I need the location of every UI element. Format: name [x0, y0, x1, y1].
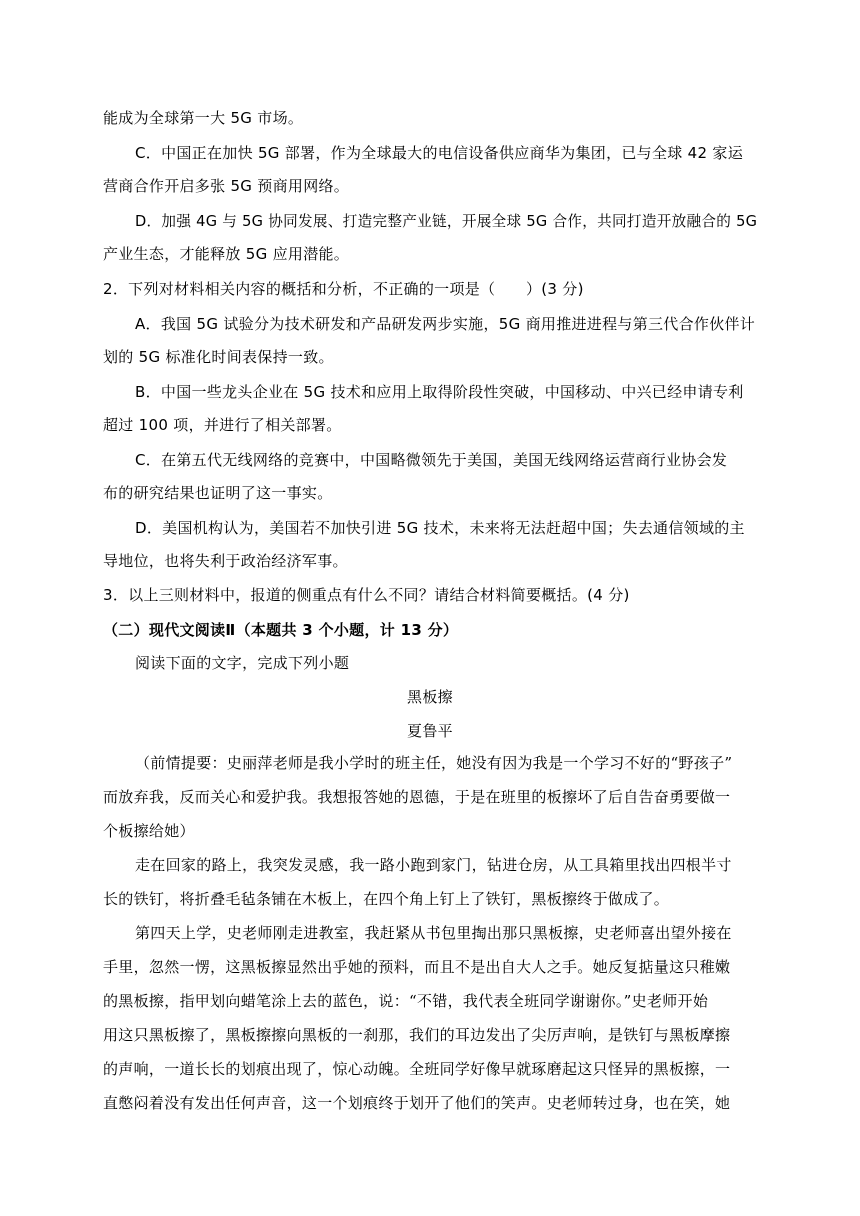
text-line: 能成为全球第一大 5G 市场。	[103, 109, 304, 127]
text-line: 导地位，也将失利于政治经济军事。	[103, 552, 348, 570]
option-c-line: C．中国正在加快 5G 部署，作为全球最大的电信设备供应商华为集团，已与全球 42 家运	[135, 144, 744, 162]
option-a-line: A．我国 5G 试验分为技术研发和产品研发两步实施，5G 商用推进进程与第三代合作伙伴计	[135, 315, 756, 333]
paragraph-line: 走在回家的路上，我突发灵感，我一路小跑到家门，钻进仓房，从工具箱里找出四根半寸	[135, 856, 732, 874]
paragraph-line: 用这只黑板擦了，黑板擦擦向黑板的一刹那，我们的耳边发出了尖厉声响，是铁钉与黑板摩擦	[103, 1026, 731, 1044]
article-author: 夏鲁平	[407, 722, 453, 740]
paragraph-line: 的声响，一道长长的划痕出现了，惊心动魄。全班同学好像早就琢磨起这只怪异的黑板擦，一	[103, 1060, 731, 1078]
text-line: 布的研究结果也证明了这一事实。	[103, 484, 333, 502]
paragraph-line: 第四天上学，史老师刚走进教室，我赶紧从书包里掏出那只黑板擦，史老师喜出望外接在	[135, 924, 732, 942]
text-line: 超过 100 项，并进行了相关部署。	[103, 416, 342, 434]
article-title: 黑板擦	[407, 688, 453, 706]
paragraph-line: 直憋闷着没有发出任何声音，这一个划痕终于划开了他们的笑声。史老师转过身，也在笑，她	[103, 1094, 731, 1112]
text-line: 营商合作开启多张 5G 预商用网络。	[103, 177, 350, 195]
option-b-line: B．中国一些龙头企业在 5G 技术和应用上取得阶段性突破，中国移动、中兴已经申请专利	[135, 383, 744, 401]
preface-line: 个板擦给她）	[103, 822, 195, 840]
preface-line: （前情提要：史丽萍老师是我小学时的班主任，她没有因为我是一个学习不好的“野孩子”	[135, 754, 733, 772]
paragraph-line: 手里，忽然一愣，这黑板擦显然出乎她的预料，而且不是出自大人之手。她反复掂量这只稚嫩	[103, 958, 731, 976]
question-2: 2．下列对材料相关内容的概括和分析，不正确的一项是（ ）(3 分)	[103, 280, 584, 298]
option-c-line: C．在第五代无线网络的竞赛中，中国略微领先于美国，美国无线网络运营商行业协会发	[135, 451, 728, 469]
text-line: 产业生态，才能释放 5G 应用潜能。	[103, 245, 350, 263]
option-d-line: D．美国机构认为，美国若不加快引进 5G 技术，未来将无法赶超中国；失去通信领域的主	[135, 519, 745, 537]
paragraph-line: 长的铁钉，将折叠毛毡条铺在木板上，在四个角上钉上了铁钉，黑板擦终于做成了。	[103, 890, 670, 908]
question-3: 3．以上三则材料中，报道的侧重点有什么不同？请结合材料简要概括。(4 分)	[103, 586, 630, 604]
section-heading: （二）现代文阅读Ⅱ（本题共 3 个小题，计 13 分）	[103, 621, 459, 639]
text-line: 划的 5G 标准化时间表保持一致。	[103, 348, 334, 366]
instruction-line: 阅读下面的文字，完成下列小题	[135, 654, 350, 672]
option-d-line: D．加强 4G 与 5G 协同发展、打造完整产业链，开展全球 5G 合作，共同打造开放融合的 5G	[135, 212, 758, 230]
preface-line: 而放弃我，反而关心和爱护我。我想报答她的恩德，于是在班里的板擦坏了后自告奋勇要做一	[103, 788, 731, 806]
paragraph-line: 的黑板擦，指甲划向蜡笔涂上去的蓝色，说：“不错，我代表全班同学谢谢你。”史老师开始	[103, 992, 709, 1010]
